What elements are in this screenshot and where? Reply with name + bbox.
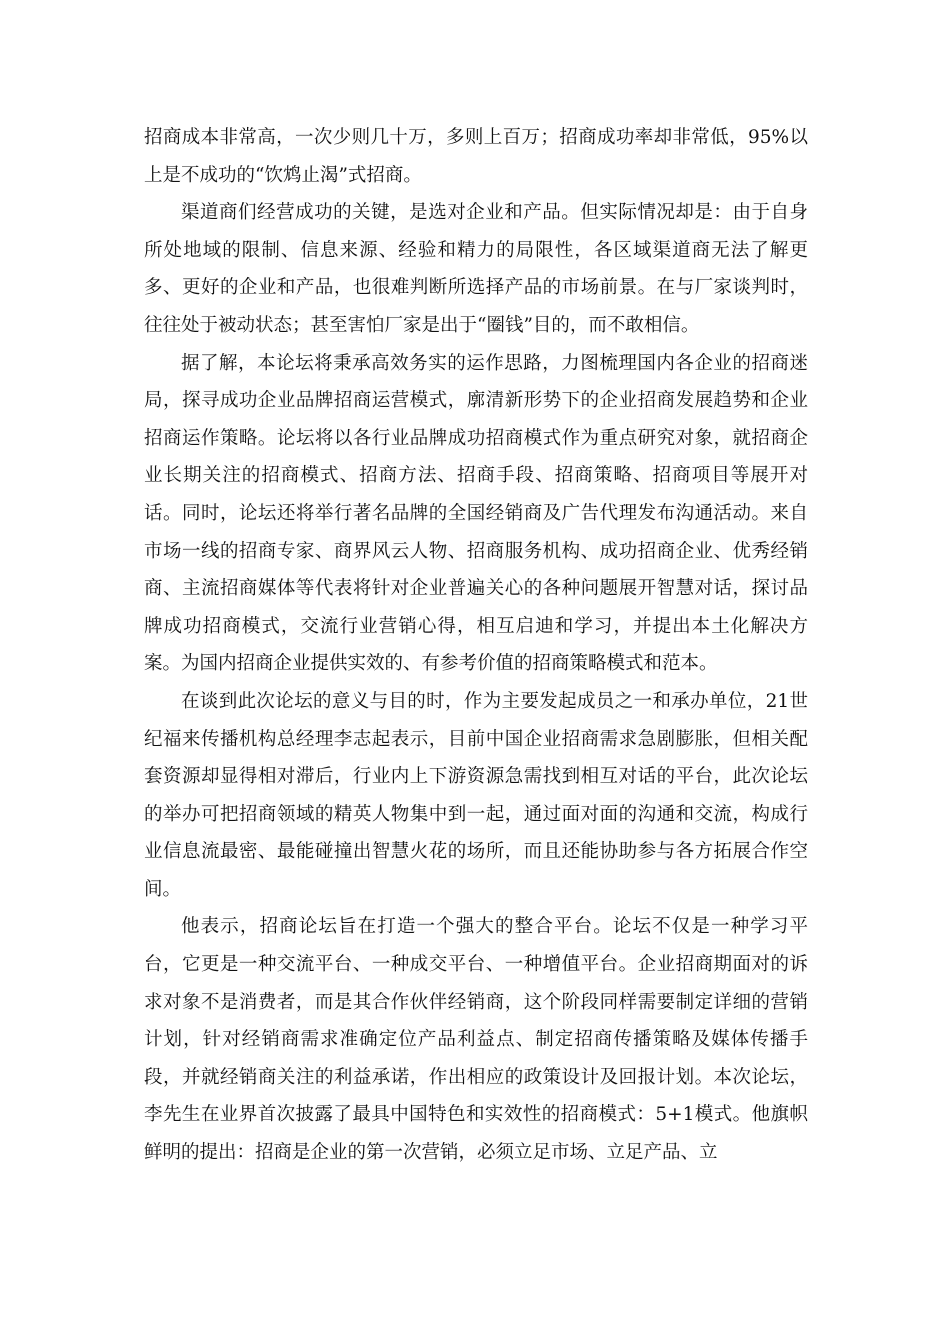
paragraph-5: 他表示，招商论坛旨在打造一个强大的整合平台。论坛不仅是一种学习平台，它更是一种交流平台、一种成交平台、一种增值平台。企业招商期面对的诉求对象不是消费者，而是其合作伙伴经销商，这个阶段同样需要制定详细的营销计划，针对经销商需求准确定位产品利益点、制定招商传播策略及媒体传播手段，并就经销商关注的利益承诺，作出相应的政策设计及回报计划。本次论坛，李先生在业界首次披露了最具中国特色和实效性的招商模式：5+1模式。他旗帜鲜明的提出：招商是企业的第一次营销，必须立足市场、立足产品、立 <box>144 916 808 1164</box>
paragraph-4: 在谈到此次论坛的意义与目的时，作为主要发起成员之一和承办单位，21世纪福来传播机构总经理李志起表示，目前中国企业招商需求急剧膨胀，但相关配套资源却显得相对滞后，行业内上下游资源急需找到相互对话的平台，此次论坛的举办可把招商领域的精英人物集中到一起，通过面对面的沟通和交流，构成行业信息流最密、最能碰撞出智慧火花的场所，而且还能协助参与各方拓展合作空间。 <box>144 690 808 900</box>
paragraph-2: 渠道商们经营成功的关键，是选对企业和产品。但实际情况却是：由于自身所处地域的限制、信息来源、经验和精力的局限性，各区域渠道商无法了解更多、更好的企业和产品，也很难判断所选择产品的市场前景。在与厂家谈判时，往往处于被动状态；甚至害怕厂家是出于“圈钱”目的，而不敢相信。 <box>144 202 808 336</box>
document-body <box>144 119 808 1172</box>
paragraph-3: 据了解，本论坛将秉承高效务实的运作思路，力图梳理国内各企业的招商迷局，探寻成功企业品牌招商运营模式，廓清新形势下的企业招商发展趋势和企业招商运作策略。论坛将以各行业品牌成功招商模式作为重点研究对象，就招商企业长期关注的招商模式、招商方法、招商手段、招商策略、招商项目等展开对话。同时，论坛还将举行著名品牌的全国经销商及广告代理发布沟通活动。来自市场一线的招商专家、商界风云人物、招商服务机构、成功招商企业、优秀经销商、主流招商媒体等代表将针对企业普遍关心的各种问题展开智慧对话，探讨品牌成功招商模式，交流行业营销心得，相互启迪和学习，并提出本土化解决方案。为国内招商企业提供实效的、有参考价值的招商策略模式和范本。 <box>144 352 808 675</box>
paragraph-1: 招商成本非常高，一次少则几十万，多则上百万；招商成功率却非常低，95%以上是不成功的“饮鸩止渴”式招商。 <box>144 127 808 186</box>
